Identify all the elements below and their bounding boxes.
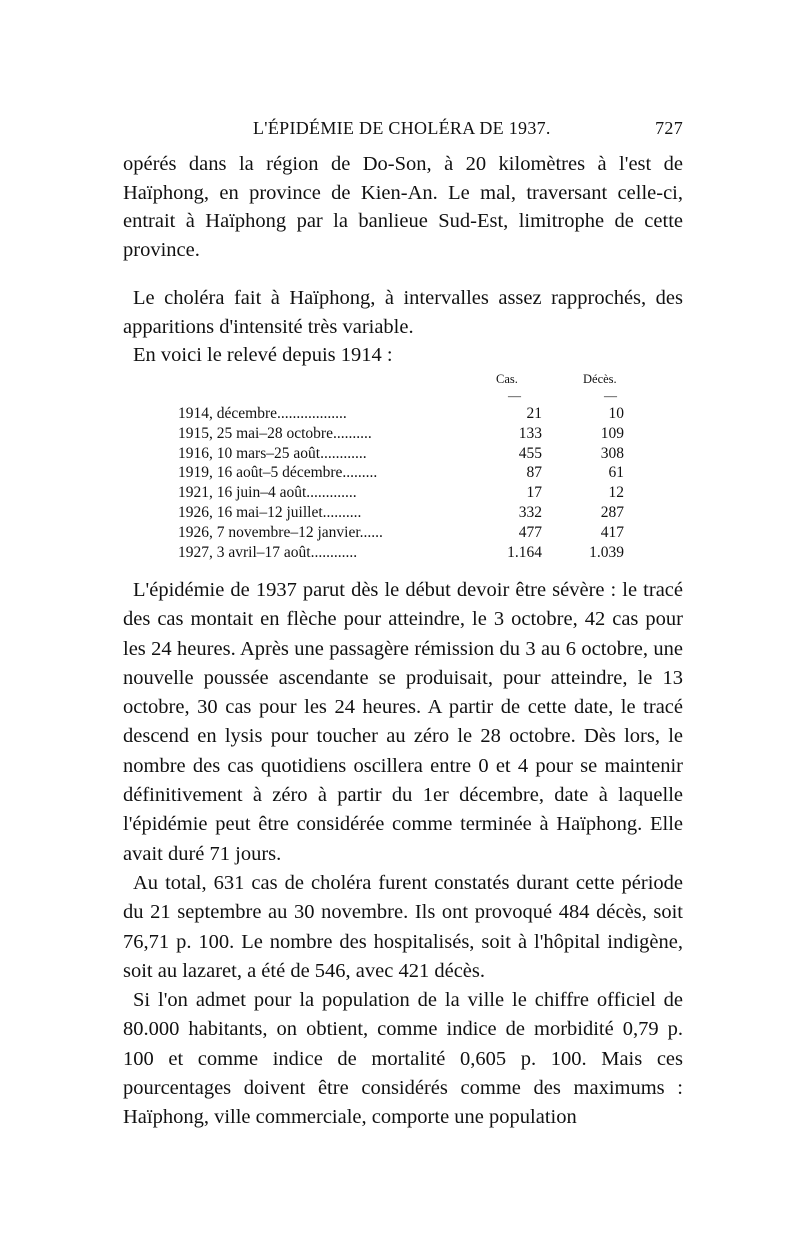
period-cell: 1916, 10 mars–25 août............ xyxy=(178,444,367,462)
cas-cell: 87 xyxy=(526,464,542,482)
period-cell: 1919, 16 août–5 décembre......... xyxy=(178,464,378,482)
header-dash: — xyxy=(508,388,521,403)
period-cell: 1915, 25 mai–28 octobre.......... xyxy=(178,424,372,442)
table-row xyxy=(178,523,640,543)
header-dash: — xyxy=(604,388,617,403)
page-header xyxy=(123,118,683,142)
table-row xyxy=(178,503,640,523)
deces-cell: 61 xyxy=(608,464,624,482)
table-row xyxy=(178,463,640,483)
cas-cell: 477 xyxy=(518,523,542,541)
table-row xyxy=(178,404,640,424)
deces-cell: 417 xyxy=(600,523,624,541)
deces-cell: 12 xyxy=(608,484,624,502)
paragraph: L'épidémie de 1937 parut dès le début devoir être sévère : le tracé des cas montait en flèche pour atteindre, le 3 octobre, 42 cas pour les 24 heures. Après une passagère rémission du 3 au 6 octobre, une nouvelle poussée ascendante se produisait, pour atteindre, le 13 octobre, 30 cas pour les 24 heures. A partir de cette date, le tracé descend en lysis pour toucher au zéro le 28 octobre. Dès lors, le nombre des cas quotidiens oscillera entre 0 et 4 pour se maintenir définitivement à zéro à partir du 1er décembre, date à laquelle l'épidémie peut être considérée comme terminée à Haïphong. Elle avait duré 71 jours. xyxy=(123,579,683,865)
paragraph: Le choléra fait à Haïphong, à intervalles assez rapprochés, des apparitions d'intensité très variable. xyxy=(123,287,683,338)
table-body xyxy=(178,404,640,562)
period-cell: 1926, 7 novembre–12 janvier...... xyxy=(178,523,383,541)
paragraph: Au total, 631 cas de choléra furent constatés durant cette période du 21 septembre au 30 novembre. Ils ont provoqué 484 décès, soit 76,71 p. 100. Le nombre des hospitalisés, soit à l'hôpital indigène, soit au lazaret, a été de 546, avec 421 décès. xyxy=(123,871,683,982)
paragraph: En voici le relevé depuis 1914 : xyxy=(133,344,393,366)
cas-cell: 17 xyxy=(526,484,542,502)
cas-cell: 332 xyxy=(518,503,542,521)
column-header-cas: Cas. xyxy=(496,372,518,386)
table-row xyxy=(178,543,640,563)
table-row xyxy=(178,444,640,464)
table-row xyxy=(178,424,640,444)
body-text-top xyxy=(123,150,683,370)
deces-cell: 287 xyxy=(600,503,624,521)
column-header-deces: Décès. xyxy=(583,372,617,386)
period-cell: 1926, 16 mai–12 juillet.......... xyxy=(178,503,362,521)
running-title: L'ÉPIDÉMIE DE CHOLÉRA DE 1937. xyxy=(253,118,551,138)
period-cell: 1921, 16 juin–4 août............. xyxy=(178,484,357,502)
page-number: 727 xyxy=(655,118,683,138)
cas-cell: 133 xyxy=(518,424,542,442)
table-header xyxy=(178,368,640,404)
deces-cell: 308 xyxy=(600,444,624,462)
table-row xyxy=(178,483,640,503)
cas-cell: 1.164 xyxy=(507,543,542,561)
period-cell: 1914, décembre.................. xyxy=(178,405,347,422)
body-text-bottom xyxy=(123,576,683,1133)
deces-cell: 109 xyxy=(600,424,624,442)
cas-cell: 21 xyxy=(526,405,542,422)
paragraph: Si l'on admet pour la population de la ville le chiffre officiel de 80.000 habitants, on obtient, comme indice de morbidité 0,79 p. 100 et comme indice de mortalité 0,605 p. 100. Mais ces pourcentages doivent être considérés comme des maximums : Haïphong, ville commerciale, comporte une population xyxy=(123,989,683,1129)
cas-cell: 455 xyxy=(518,444,542,462)
deces-cell: 10 xyxy=(608,405,624,422)
deces-cell: 1.039 xyxy=(589,543,624,561)
period-cell: 1927, 3 avril–17 août............ xyxy=(178,543,358,561)
cholera-table xyxy=(178,368,640,562)
paragraph: opérés dans la région de Do-Son, à 20 kilomètres à l'est de Haïphong, en province de Kien-An. Le mal, traversant celle-ci, entrait à Haïphong par la banlieue Sud-Est, limitrophe de cette province. xyxy=(123,153,683,261)
